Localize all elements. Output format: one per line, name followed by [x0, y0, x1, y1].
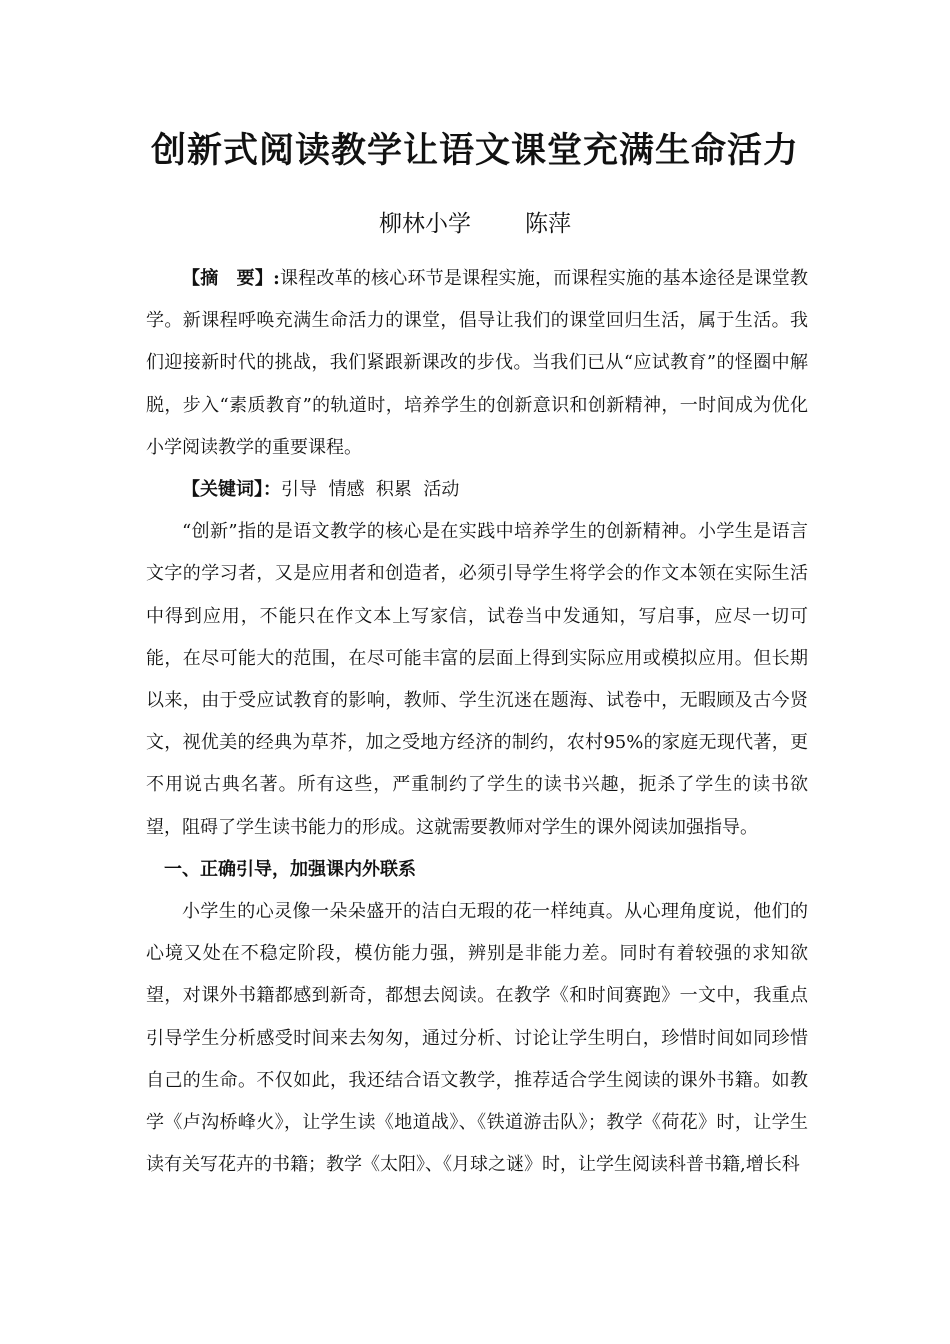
- abstract-paragraph: [146, 258, 808, 469]
- section-heading: 一、正确引导，加强课内外联系: [164, 858, 416, 880]
- byline: [0, 204, 950, 244]
- section-paragraph: 小学生的心灵像一朵朵盛开的洁白无瑕的花一样纯真。从心理角度说，他们的心境又处在不稳定阶段，模仿能力强，辨别是非能力差。同时有着较强的求知欲望，对课外书籍都感到新奇，都想去阅读。在教学《和时间赛跑》一文中，我重点引导学生分析感受时间来去匆匆，通过分析、讨论让学生明白，珍惜时间如同珍惜自己的生命。不仅如此，我还结合语文教学，推荐适合学生阅读的课外书籍。如教学《卢沟桥峰火》，让学生读《地道战》、《铁道游击队》；教学《荷花》时，让学生读有关写花卉的书籍；教学《太阳》、《月球之谜》时，让学生阅读科普书籍,增长科: [146, 901, 808, 1176]
- document-title: 创新式阅读教学让语文课堂充满生命活力: [150, 130, 799, 171]
- intro-paragraph: “创新”指的是语文教学的核心是在实践中培养学生的创新精神。小学生是语言文字的学习者，又是应用者和创造者，必须引导学生将学会的作文本领在实际生活中得到应用，不能只在作文本上写家信，试卷当中发通知，写启事，应尽一切可能，在尽可能大的范围，在尽可能丰富的层面上得到实际应用或模拟应用。但长期以来，由于受应试教育的影响，教师、学生沉迷在题海、试卷中，无暇顾及古今贤文，视优美的经典为草芥，加之受地方经济的制约，农村95%的家庭无现代著，更不用说古典名著。所有这些，严重制约了学生的读书兴趣，扼杀了学生的读书欲望，阻碍了学生读书能力的形成。这就需要教师对学生的课外阅读加强指导。: [146, 521, 808, 838]
- keywords-paragraph: [146, 469, 808, 511]
- keywords-text: 引导 情感 积累 活动: [281, 479, 460, 501]
- byline-school: 柳林小学: [379, 211, 471, 237]
- abstract-text: 课程改革的核心环节是课程实施，而课程实施的基本途径是课堂教学。新课程呼唤充满生命活力的课堂，倡导让我们的课堂回归生活，属于生活。我们迎接新时代的挑战，我们紧跟新课改的步伐。当我们已从“应试教育”的怪圈中解脱，步入“素质教育”的轨道时，培养学生的创新意识和创新精神，一时间成为优化小学阅读教学的重要课程。: [146, 268, 808, 458]
- byline-author: 陈萍: [525, 211, 571, 237]
- document-body: [146, 258, 808, 1186]
- abstract-label: 【摘 要】:: [182, 268, 280, 289]
- keywords-label: 【关键词】：: [182, 479, 281, 501]
